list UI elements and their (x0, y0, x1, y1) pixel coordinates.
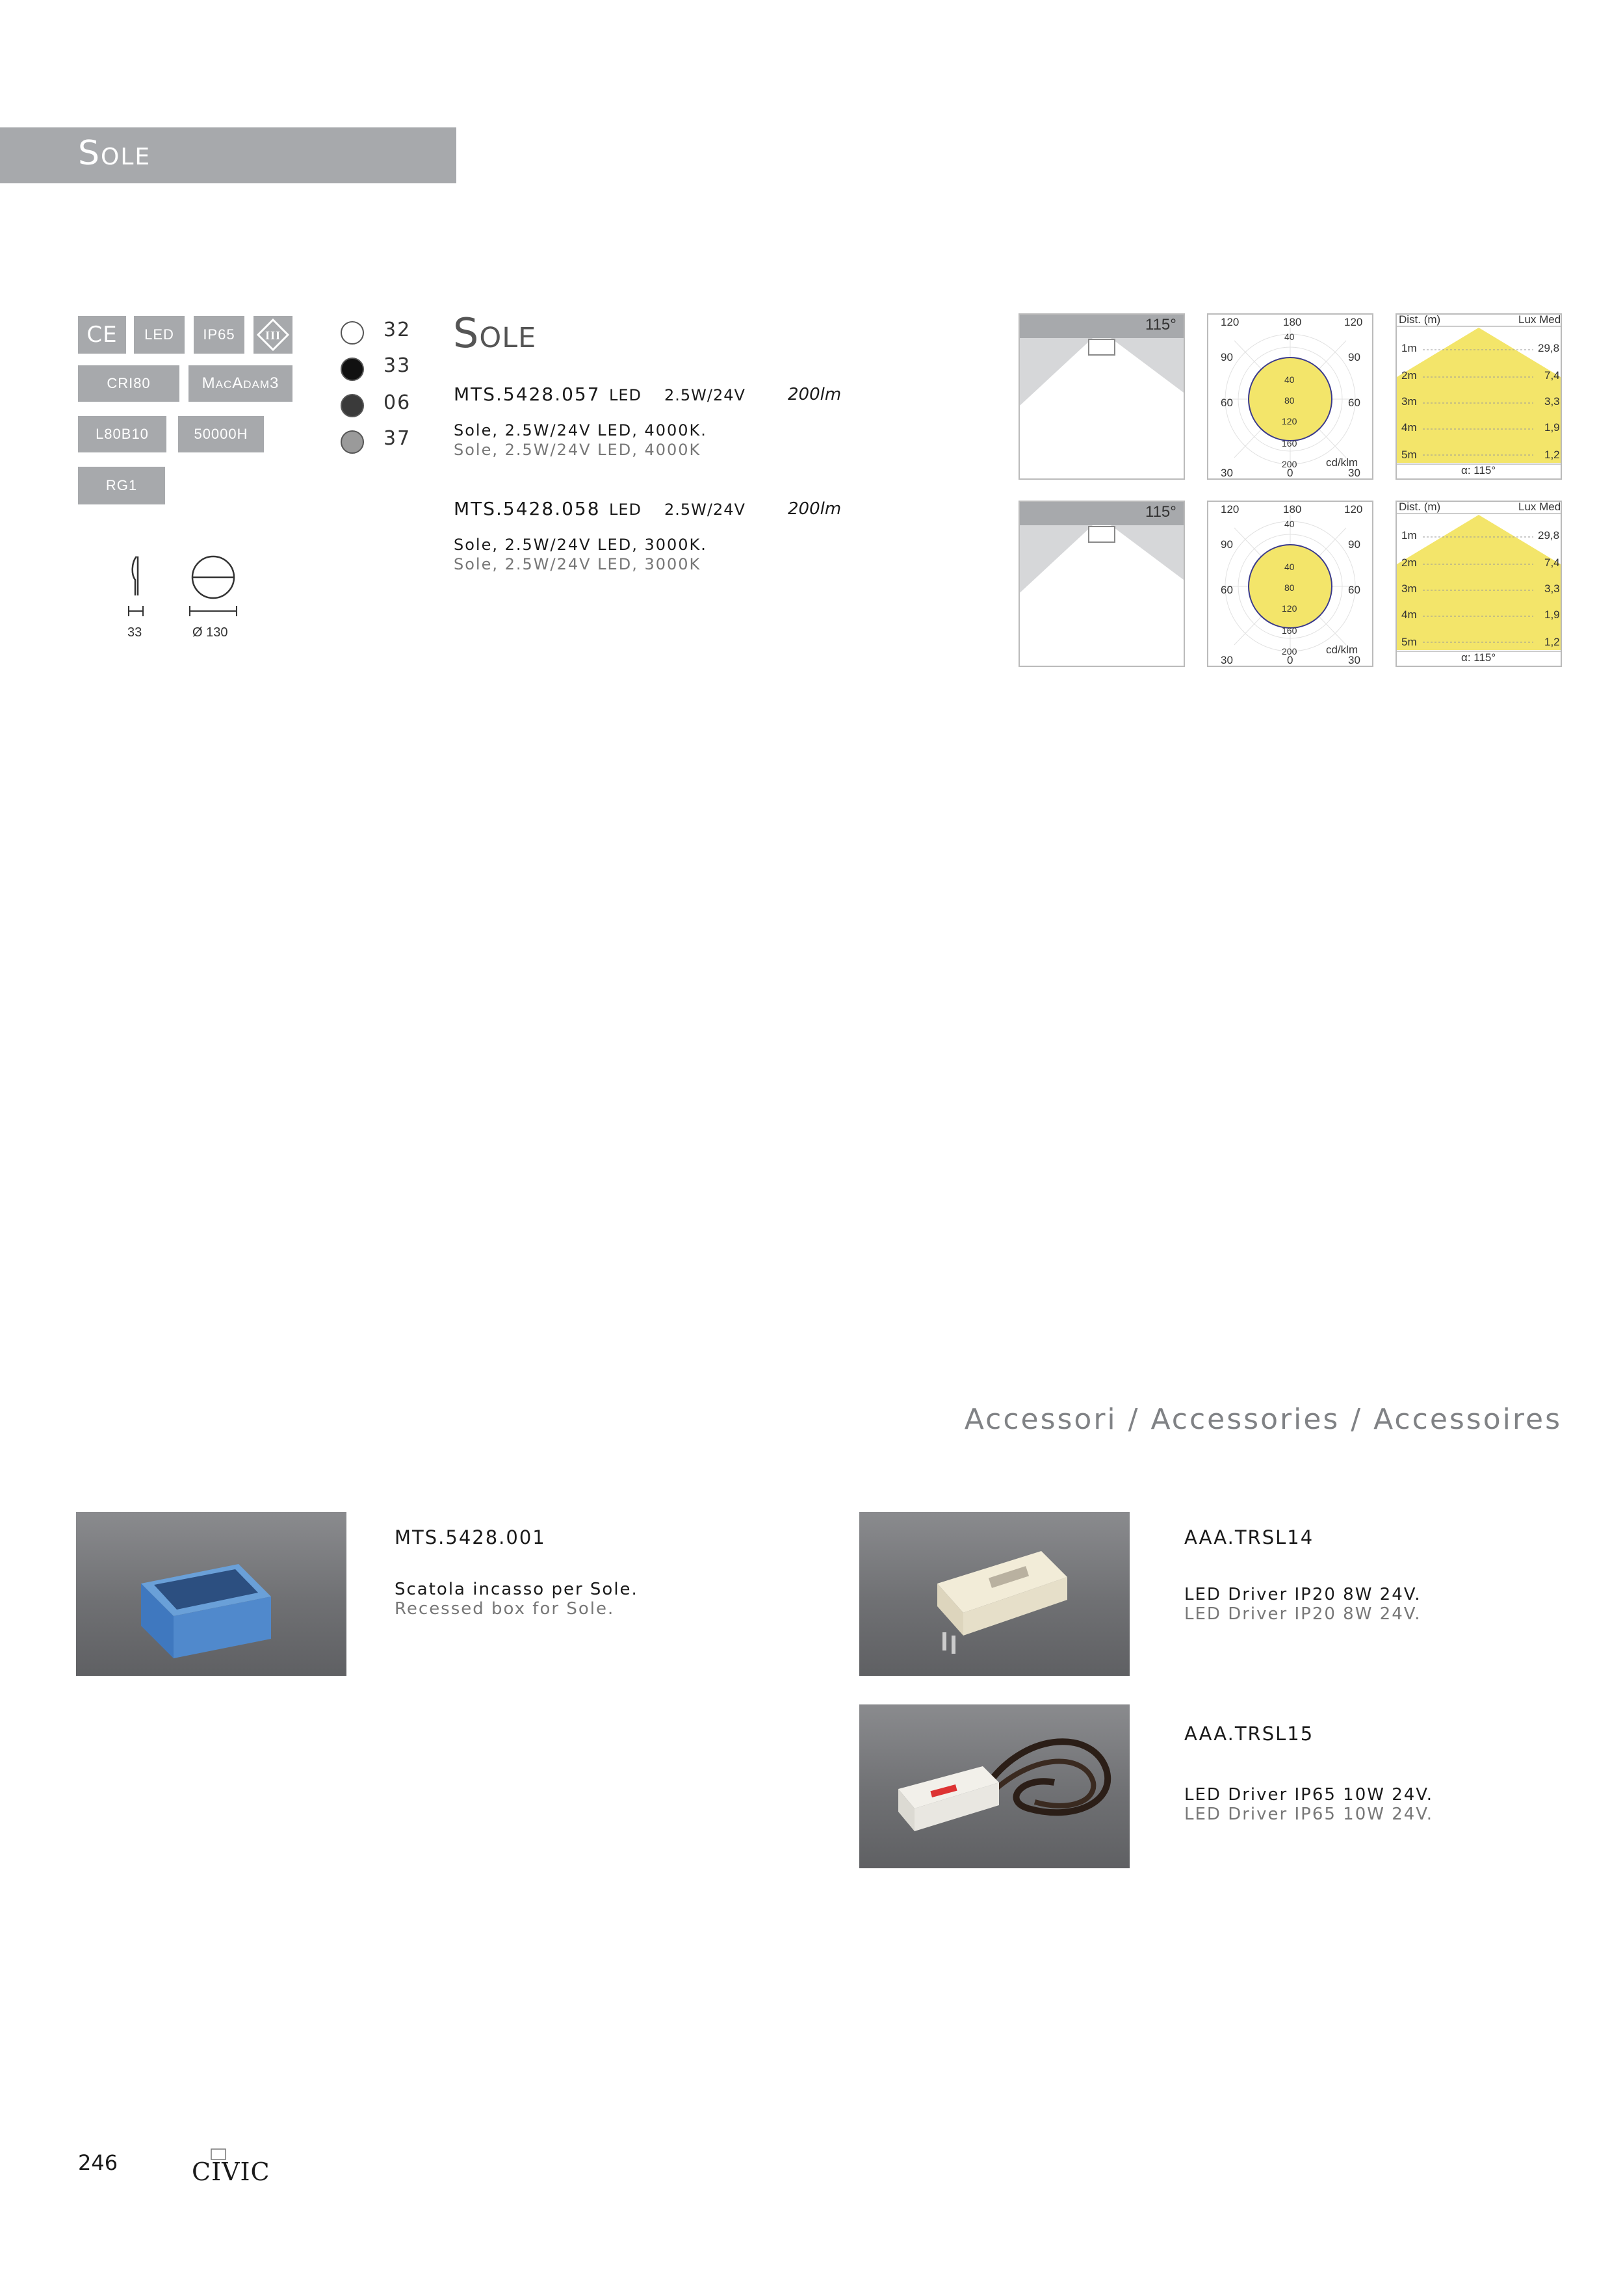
beam-angle-diagram (1019, 313, 1185, 480)
polar-ring: 80 (1284, 395, 1295, 406)
polar-ring: 160 (1282, 625, 1297, 636)
lux-value: 7,4 (1544, 556, 1560, 569)
lux-distance: 3m (1401, 582, 1417, 595)
polar-tick: 30 (1221, 467, 1233, 479)
lumen-output: 200lm (788, 499, 842, 519)
recessed-box-photo (76, 1512, 346, 1676)
polar-tick: 60 (1348, 584, 1360, 596)
accessory-description-english: LED Driver IP20 8W 24V. (1184, 1604, 1422, 1624)
lux-value: 29,8 (1538, 342, 1560, 354)
beam-angle-label: 115° (1145, 503, 1176, 521)
polar-ring: 40 (1284, 562, 1295, 572)
svg-text:III: III (265, 329, 281, 342)
front-view-drawing (187, 553, 239, 618)
polar-tick: 180 (1283, 316, 1302, 328)
header-band (0, 127, 456, 183)
polar-ring: 120 (1282, 603, 1297, 614)
l80b10-badge: L80B10 (78, 416, 166, 452)
class-iii-icon (256, 318, 290, 352)
polar-tick: 60 (1348, 397, 1360, 409)
accessory-description-italian: LED Driver IP65 10W 24V. (1184, 1785, 1434, 1805)
lux-value: 1,9 (1544, 608, 1560, 621)
ip65-badge: IP65 (194, 316, 244, 354)
polar-ring: 40 (1284, 332, 1295, 342)
lux-header-distance: Dist. (m) (1399, 501, 1441, 513)
lux-distance: 2m (1401, 369, 1417, 382)
lux-distance: 4m (1401, 608, 1417, 621)
lux-beam-angle: α: 115° (1461, 464, 1496, 476)
brand-logo (192, 2148, 270, 2193)
lux-distance: 1m (1401, 529, 1417, 541)
polar-tick: 180 (1283, 503, 1302, 515)
polar-ring: 160 (1282, 438, 1297, 449)
lux-header-value: Lux Med (1518, 313, 1561, 326)
polar-tick: 0 (1287, 654, 1293, 666)
polar-unit: cd/klm (1326, 456, 1358, 469)
accessory-code: AAA.TRSL14 (1184, 1526, 1314, 1548)
accessory-description-english: LED Driver IP65 10W 24V. (1184, 1805, 1434, 1824)
description-english: Sole, 2.5W/24V LED, 3000K (454, 555, 701, 573)
lux-value: 7,4 (1544, 369, 1560, 382)
polar-ring: 80 (1284, 582, 1295, 593)
accessory-code: MTS.5428.001 (395, 1526, 546, 1548)
product-title: Sole (453, 309, 537, 357)
side-profile-drawing (123, 554, 149, 619)
color-swatch-grey (341, 430, 364, 454)
light-source: LED (609, 386, 642, 404)
polar-tick: 120 (1221, 503, 1240, 515)
polar-tick: 120 (1344, 316, 1363, 328)
lux-distance: 3m (1401, 395, 1417, 408)
product-code: MTS.5428.058 (454, 498, 601, 519)
page-title: Sole (78, 134, 151, 173)
depth-dimension: 33 (127, 625, 142, 640)
color-code: 37 (383, 427, 411, 450)
polar-tick: 90 (1221, 538, 1233, 551)
beam-angle-diagram (1019, 501, 1185, 667)
lux-distance: 2m (1401, 556, 1417, 569)
polar-ring: 40 (1284, 519, 1295, 529)
lux-value: 1,2 (1544, 636, 1560, 648)
illuminance-cone-diagram (1396, 313, 1562, 480)
rg1-badge: RG1 (78, 467, 165, 504)
polar-tick: 30 (1348, 654, 1360, 666)
lux-header-distance: Dist. (m) (1399, 313, 1441, 326)
description-italian: Sole, 2.5W/24V LED, 4000K. (454, 421, 707, 439)
lux-value: 3,3 (1544, 395, 1560, 408)
led-driver-ip20-photo (859, 1512, 1130, 1676)
color-swatch-white (341, 321, 364, 345)
lux-value: 1,9 (1544, 421, 1560, 434)
light-source: LED (609, 501, 642, 519)
color-swatch-black (341, 358, 364, 381)
lux-value: 3,3 (1544, 582, 1560, 595)
description-italian: Sole, 2.5W/24V LED, 3000K. (454, 536, 707, 554)
polar-tick: 90 (1348, 351, 1360, 363)
lux-beam-angle: α: 115° (1461, 651, 1496, 664)
lux-header-value: Lux Med (1518, 501, 1561, 513)
led-badge: LED (134, 316, 185, 354)
led-driver-ip65-photo (859, 1704, 1130, 1868)
product-code: MTS.5428.057 (454, 384, 601, 405)
accessory-description-italian: LED Driver IP20 8W 24V. (1184, 1585, 1422, 1604)
lifetime-badge: 50000H (178, 416, 264, 452)
lux-distance: 1m (1401, 342, 1417, 354)
power-rating: 2.5W/24V (664, 386, 746, 404)
color-code: 32 (383, 319, 411, 341)
accessory-code: AAA.TRSL15 (1184, 1723, 1314, 1745)
polar-ring: 200 (1282, 459, 1297, 469)
color-code: 33 (383, 354, 411, 377)
polar-tick: 90 (1221, 351, 1233, 363)
color-code: 06 (383, 391, 411, 414)
accessory-description-italian: Scatola incasso per Sole. (395, 1580, 638, 1599)
polar-tick: 90 (1348, 538, 1360, 551)
description-english: Sole, 2.5W/24V LED, 4000K (454, 441, 701, 459)
accessory-description-english: Recessed box for Sole. (395, 1599, 615, 1619)
lumen-output: 200lm (788, 385, 842, 404)
power-rating: 2.5W/24V (664, 501, 746, 519)
lux-value: 29,8 (1538, 529, 1560, 541)
polar-ring: 120 (1282, 416, 1297, 426)
lux-distance: 4m (1401, 421, 1417, 434)
accessories-heading: Accessori / Accessories / Accessoires (964, 1403, 1562, 1436)
polar-tick: 120 (1221, 316, 1240, 328)
polar-tick: 120 (1344, 503, 1363, 515)
class-iii-badge (253, 316, 292, 354)
polar-tick: 60 (1221, 397, 1233, 409)
polar-tick: 0 (1287, 467, 1293, 479)
polar-tick: 60 (1221, 584, 1233, 596)
polar-ring: 40 (1284, 374, 1295, 385)
cri80-badge: CRI80 (78, 365, 179, 402)
beam-angle-label: 115° (1145, 316, 1176, 333)
polar-tick: 30 (1221, 654, 1233, 666)
macadam-badge: MacAdam3 (188, 365, 292, 402)
polar-unit: cd/klm (1326, 644, 1358, 656)
lux-distance: 5m (1401, 449, 1417, 461)
color-swatch-dark-grey (341, 394, 364, 417)
illuminance-cone-diagram (1396, 501, 1562, 667)
lux-value: 1,2 (1544, 449, 1560, 461)
svg-text:CIVIC: CIVIC (192, 2158, 270, 2186)
diameter-dimension: Ø 130 (192, 625, 228, 640)
lux-distance: 5m (1401, 636, 1417, 648)
ce-badge: CE (78, 316, 126, 354)
polar-tick: 30 (1348, 467, 1360, 479)
page-number: 246 (78, 2150, 118, 2175)
polar-ring: 200 (1282, 646, 1297, 657)
